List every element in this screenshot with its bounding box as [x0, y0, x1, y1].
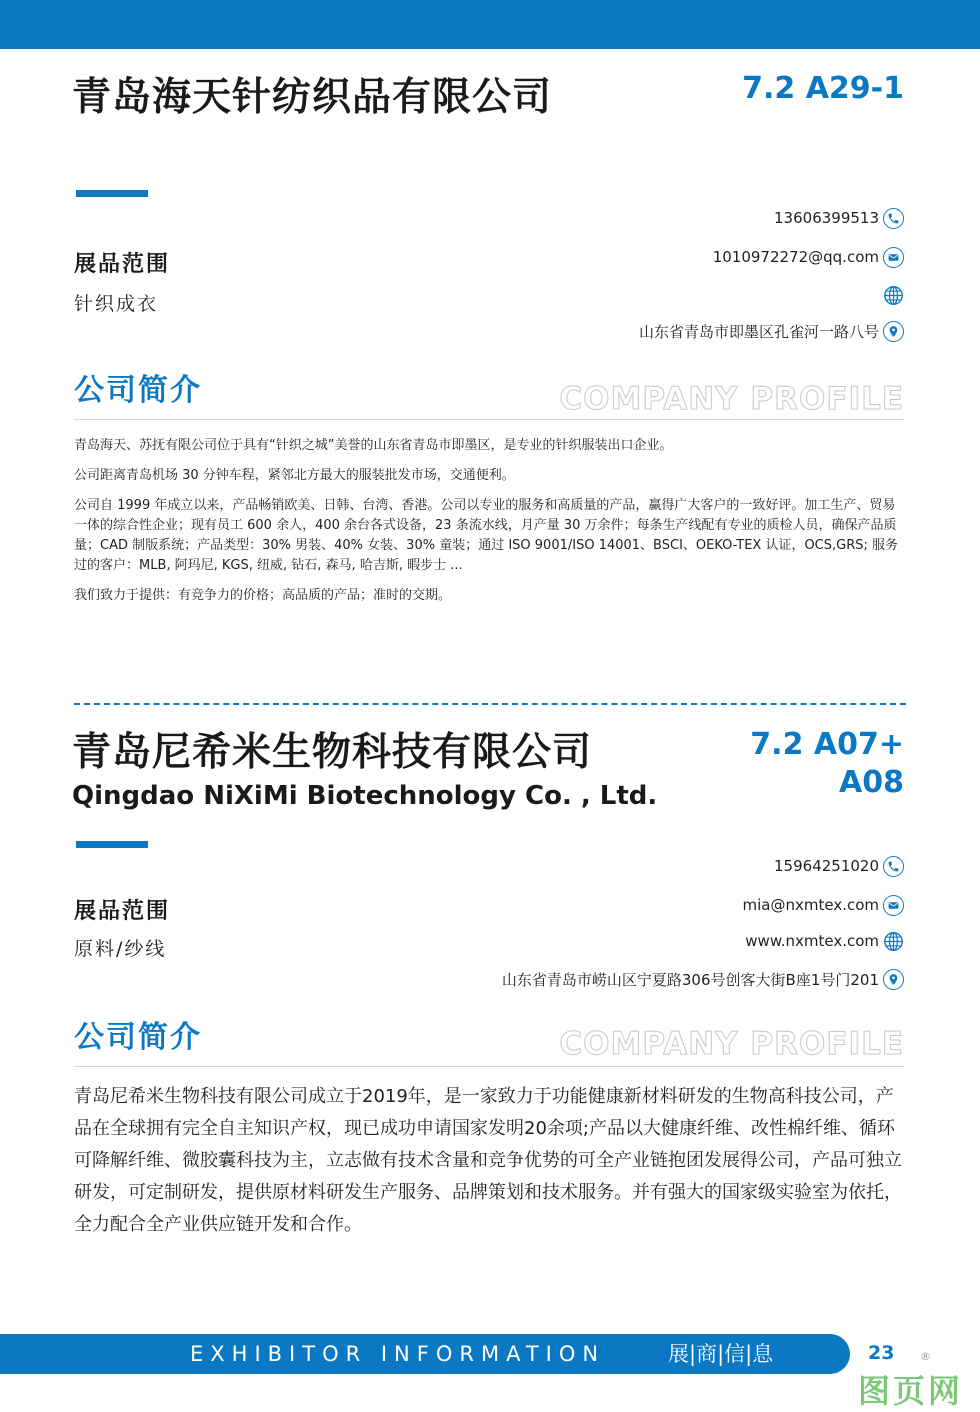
- profile-text: 青岛尼希米生物科技有限公司成立于2019年，是一家致力于功能健康新材料研发的生物高科技公司，产品在全球拥有完全自主知识产权，现已成功申请国家发明20余项;产品以大健康纤维、改性棉纤维、循环可降解纤维、微胶囊科技为主，立志做有技术含量和竞争优势的可全产业链抱团发展得公司，产品可独立研发，可定制研发，提供原材料研发生产服务、品牌策划和技术服务。并有强大的国家级实验室为依托，全力配合全产业供应链开发和合作。: [74, 1086, 902, 1235]
- contact-phone: [284, 206, 904, 230]
- website-url: www.nxmtex.com: [745, 932, 879, 950]
- profile-title-en: COMPANY PROFILE: [559, 1026, 904, 1062]
- profile-paragraph: 青岛海天、苏抚有限公司位于具有“针织之城”美誉的山东省青岛市即墨区，是专业的针织服装出口企业。: [74, 438, 673, 453]
- location-pin-icon: [883, 969, 904, 990]
- site-watermark: 图页网: [858, 1372, 964, 1410]
- top-banner: [0, 0, 980, 49]
- accent-bar: [76, 841, 148, 848]
- email-address: mia@nxmtex.com: [742, 896, 879, 914]
- phone-icon: [883, 856, 904, 877]
- exhibits-value: 针织成衣: [74, 293, 159, 315]
- booth-number: [742, 70, 904, 108]
- exhibits-label: 展品范围: [74, 899, 171, 924]
- profile-paragraph: 公司自 1999 年成立以来，产品畅销欧美、日韩、台湾、香港。公司以专业的服务和高质量的产品，赢得广大客户的一致好评。加工生产、贸易一体的综合性企业；现有员工 600 余人，400 余台各式设备，23 条流水线，月产量 30 万余件；每条生产线配有专业的质检人员，确保产品质量；CAD 制版系统；产品类型：30% 男装、40% 女装、30% 童装；通过 ISO 9001/ISO 14001、BSCI、OEKO-TEX 认证，OCS,GRS; 服务过的客户：MLB, 阿玛尼, KGS, 纽威, 钻石, 森马, 哈吉斯, 暇步士 ...: [74, 498, 899, 573]
- contact-address: [284, 967, 904, 991]
- profile-paragraph: 我们致力于提供：有竞争力的价格；高品质的产品；准时的交期。: [74, 588, 452, 603]
- contact-address: [284, 319, 904, 343]
- contact-email: [284, 893, 904, 917]
- address-text: 山东省青岛市即墨区孔雀河一路八号: [638, 322, 879, 341]
- profile-paragraph: 公司距离青岛机场 30 分钟车程，紧邻北方最大的服装批发市场，交通便利。: [74, 468, 515, 483]
- contact-website: [284, 929, 904, 953]
- contact-email: [284, 245, 904, 269]
- booth-number: [750, 726, 904, 802]
- globe-icon: [883, 285, 904, 306]
- address-text: 山东省青岛市崂山区宁夏路306号创客大街B座1号门201: [501, 970, 879, 989]
- profile-title: 公司简介: [74, 373, 202, 408]
- contact-phone: [284, 854, 904, 878]
- company-name-en: Qingdao NiXiMi Biotechnology Co. , Ltd.: [72, 781, 658, 811]
- divider: [74, 1066, 904, 1067]
- section-separator: [74, 703, 906, 705]
- location-pin-icon: [883, 321, 904, 342]
- exhibits-label: 展品范围: [74, 252, 171, 277]
- contact-website: [284, 283, 904, 307]
- exhibits-value: 原料/纱线: [74, 938, 167, 960]
- registered-mark: ®: [920, 1350, 931, 1363]
- profile-title-en: COMPANY PROFILE: [559, 381, 904, 417]
- footer-title-en: EXHIBITOR INFORMATION: [190, 1342, 606, 1366]
- phone-number: 15964251020: [774, 857, 879, 875]
- booth-line: A08: [839, 765, 904, 800]
- booth-line: 7.2 A29-1: [742, 71, 904, 106]
- phone-number: 13606399513: [774, 209, 879, 227]
- company-name: 青岛海天针纺织品有限公司: [72, 75, 553, 120]
- globe-icon: [883, 931, 904, 952]
- profile-title: 公司简介: [74, 1020, 202, 1055]
- phone-icon: [883, 208, 904, 229]
- footer-title-cn: 展|商|信|息: [668, 1342, 774, 1366]
- divider: [74, 419, 904, 420]
- profile-text: [74, 436, 906, 616]
- page-number: 23: [868, 1342, 895, 1364]
- email-icon: [883, 895, 904, 916]
- booth-line: 7.2 A07+: [750, 727, 904, 762]
- accent-bar: [76, 190, 148, 197]
- email-address: 1010972272@qq.com: [712, 248, 879, 266]
- company-name: 青岛尼希米生物科技有限公司: [72, 730, 593, 775]
- email-icon: [883, 247, 904, 268]
